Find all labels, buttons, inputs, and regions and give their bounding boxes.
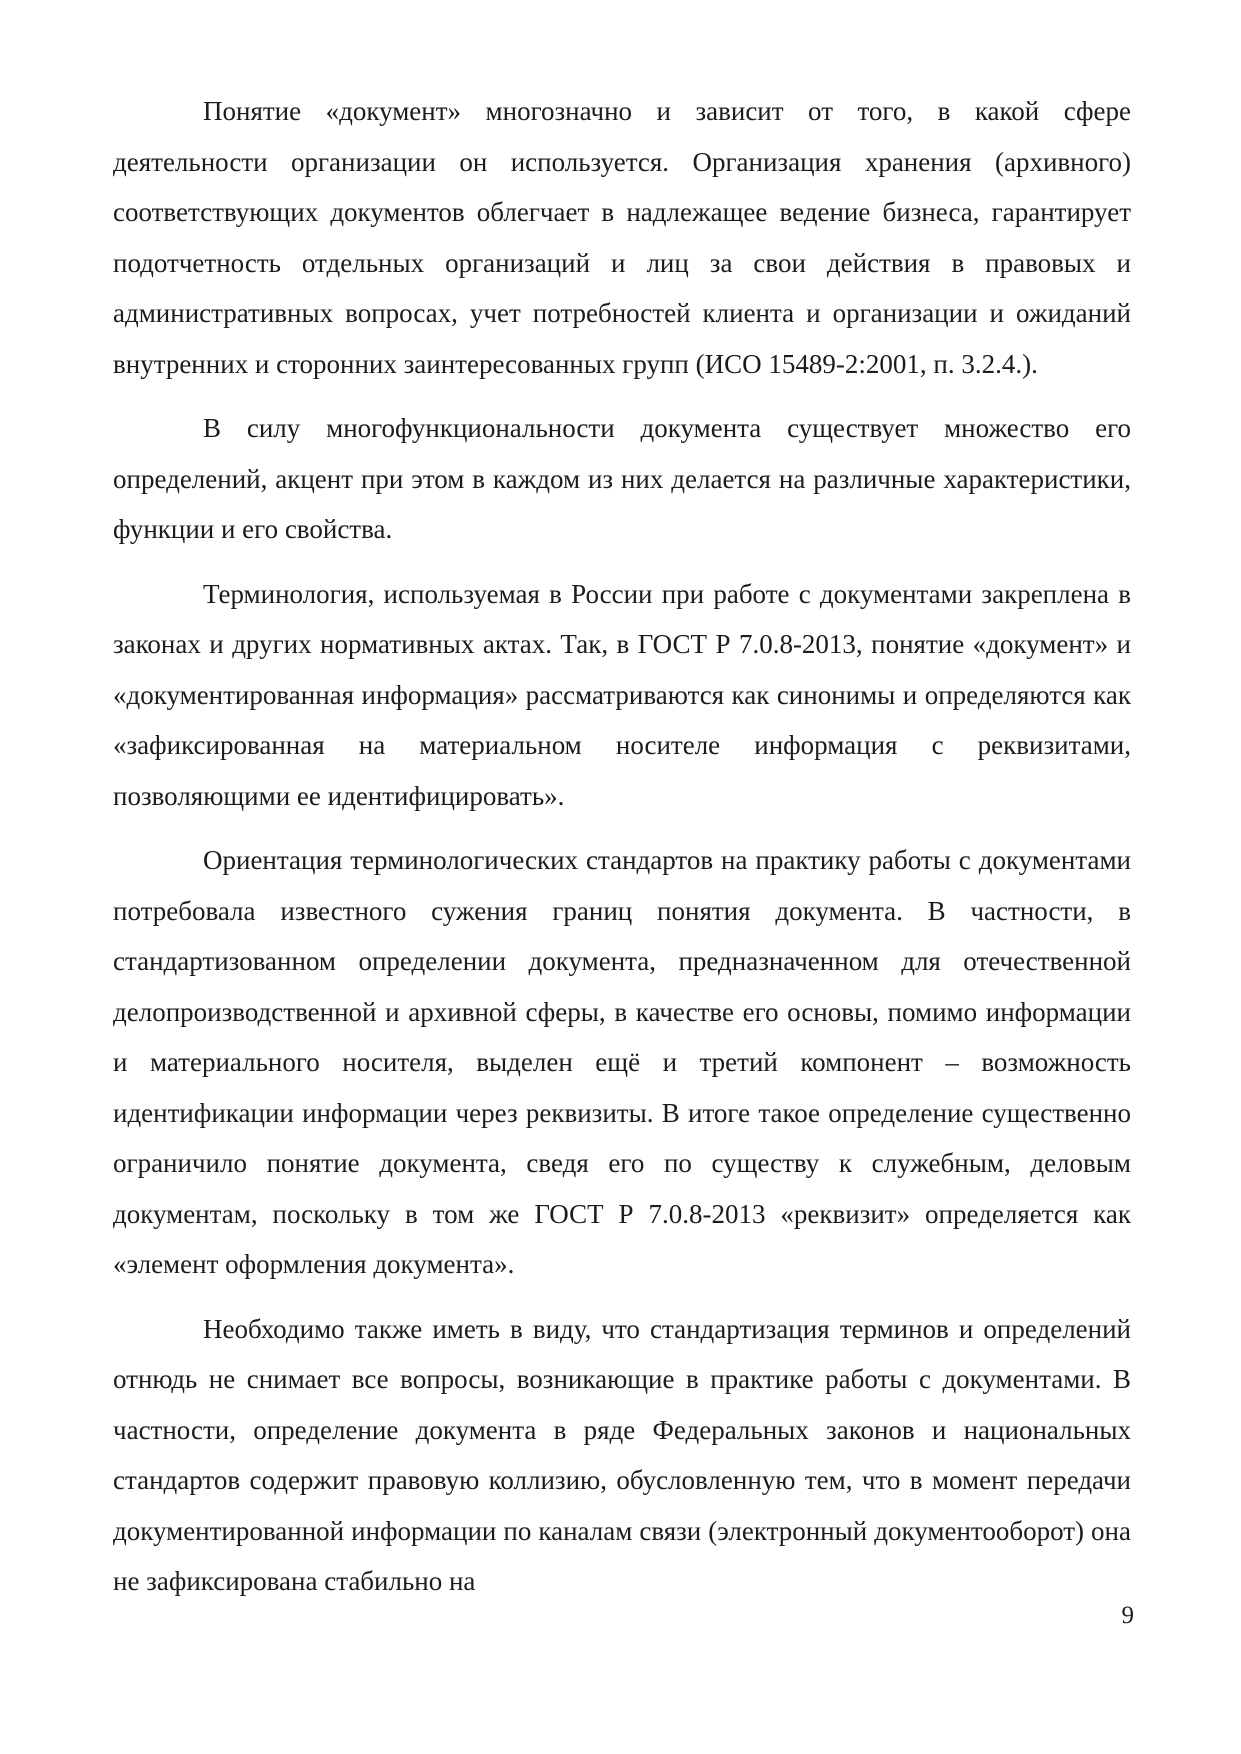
paragraph-standardization-issues: Необходимо также иметь в виду, что стандартизация терминов и определений отнюдь не снимает все вопросы, возникающие в практике работы с документами. В частности, определение документа в ряде Федеральных законов и национальных стандартов содержит правовую коллизию, обусловленную тем, что в момент передачи документированной информации по каналам связи (электронный документооборот) она не зафиксирована стабильно на xyxy=(113,1313,1131,1596)
paragraph-multifunctionality: В силу многофункциональности документа существует множество его определений, акцент при этом в каждом из них делается на различные характеристики, функции и его свойства. xyxy=(113,413,1131,544)
page-number: 9 xyxy=(1121,1602,1134,1629)
paragraph-terminology-russia: Терминология, используемая в России при работе с документами закреплена в законах и других нормативных актах. Так, в ГОСТ Р 7.0.8-2013, понятие «документ» и «документированная информация» рассматриваются как синонимы и определяются как «зафиксированная на материальном носителе информация с реквизитами, позволяющими ее идентифицировать». xyxy=(113,578,1131,811)
paragraph-standards-orientation: Ориентация терминологических стандартов на практику работы с документами потребовала известного сужения границ понятия документа. В частности, в стандартизованном определении документа, предназначенном для отечественной делопроизводственной и архивной сферы, в качестве его основы, помимо информации и материального носителя, выделен ещё и третий компонент – возможность идентификации информации через реквизиты. В итоге такое определение существенно ограничило понятие документа, сведя его по существу к служебным, деловым документам, поскольку в том же ГОСТ Р 7.0.8-2013 «реквизит» определяется как «элемент оформления документа». xyxy=(113,845,1131,1279)
document-body xyxy=(113,86,1131,1621)
paragraph-document-concept: Понятие «документ» многозначно и зависит от того, в какой сфере деятельности организации он используется. Организация хранения (архивного) соответствующих документов облегчает в надлежащее ведение бизнеса, гарантирует подотчетность отдельных организаций и лиц за свои действия в правовых и административных вопросах, учет потребностей клиента и организации и ожиданий внутренних и сторонних заинтересованных групп (ИСО 15489-2:2001, п. 3.2.4.). xyxy=(113,96,1131,379)
